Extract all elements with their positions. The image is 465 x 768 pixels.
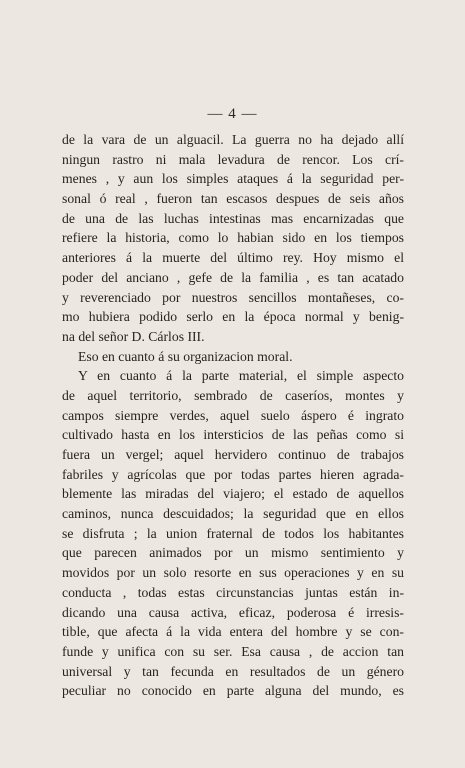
text-line: menes , y aun los simples ataques á la seguridad per- [62,171,404,187]
text-line: fabriles y agrícolas que por todas partes hieren agrada- [62,466,404,482]
text-line: caminos, nunca descuidados; la seguridad que en ellos [62,506,404,522]
text-line: poder del anciano , gefe de la familia , es tan acatado [62,269,404,285]
text-line: cultivado hasta en los intersticios de las peñas como si [62,427,404,443]
text-line: de la vara de un alguacil. La guerra no ha dejado allí [62,132,404,147]
text-line: ningun rastro ni mala levadura de rencor. Los crí- [62,151,404,167]
text-line: se disfruta ; la union fraternal de todos los habitantes [62,525,404,541]
text-line: de aquel territorio, sembrado de caseríos, montes y [62,387,404,403]
paragraph [62,366,404,701]
page-number: — 4 — [207,106,258,122]
text-line: na del señor D. Cárlos III. [62,328,205,344]
body-text [62,130,404,701]
text-line: blemente las miradas del viajero; el estado de aquellos [62,486,404,502]
text-line: fuera un vergel; aquel hervidero continuo de trabajos [62,447,404,462]
paragraph [62,130,404,347]
paragraph [62,347,404,367]
text-line: mo hubiera podido serlo en la época normal y benig- [62,309,404,325]
text-line: de una de las luchas intestinas mas encarnizadas que [62,210,404,226]
text-line: que parecen animados por un mismo sentimiento y [62,545,404,561]
text-line: peculiar no conocido en parte alguna del mundo, es [62,683,404,699]
text-line: movidos por un solo resorte en sus operaciones y en su [62,565,404,581]
text-line: funde y unifica con su ser. Esa causa , de accion tan [62,643,404,659]
text-line: universal y tan fecunda en resultados de un género [62,663,404,679]
text-line: conducta , todas estas circunstancias juntas están in- [62,584,404,600]
text-line: tible, que afecta á la vida entera del hombre y se con- [62,624,404,640]
text-line: Eso en cuanto á su organizacion moral. [78,348,293,364]
text-line: sonal ó real , fueron tan escasos despues de seis años [62,191,404,207]
text-line: y reverenciado por nuestros sencillos montañeses, co- [62,289,404,305]
text-line: Y en cuanto á la parte material, el simple aspecto [78,368,404,384]
text-line: anteriores á la muerte del último rey. Hoy mismo el [62,250,404,266]
text-line: campos siempre verdes, aquel suelo áspero é ingrato [62,407,404,423]
text-line: dicando una causa activa, eficaz, poderosa é irresis- [62,604,404,620]
text-line: refiere la historia, como lo habian sido en los tiempos [62,230,404,246]
